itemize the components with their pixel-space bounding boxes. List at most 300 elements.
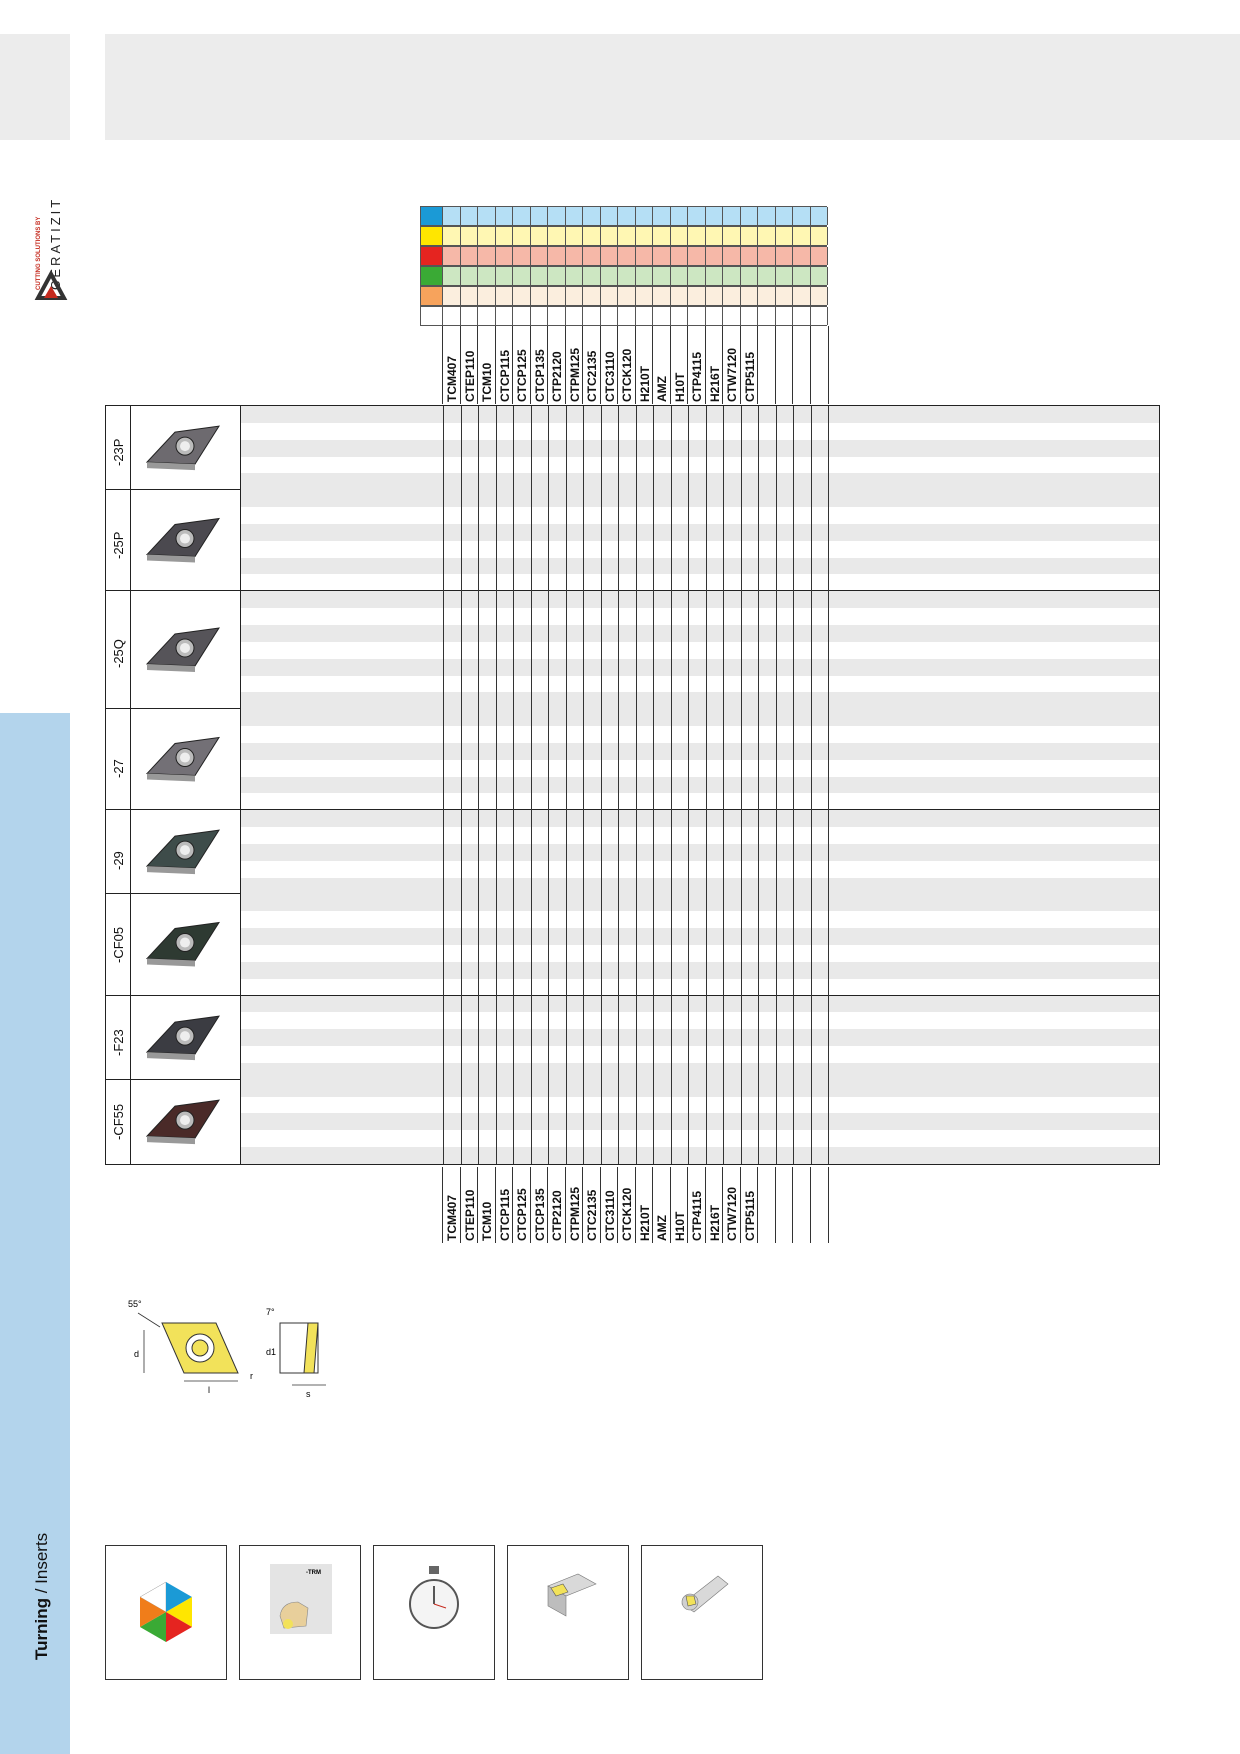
grade-column-line xyxy=(566,490,567,591)
strip-cell xyxy=(776,307,794,325)
grade-column xyxy=(722,326,740,404)
strip-cell xyxy=(671,227,689,245)
insert-image-cell xyxy=(131,810,241,893)
boring-bar-icon xyxy=(641,1545,763,1680)
grade-column-line xyxy=(601,894,602,995)
grade-column xyxy=(757,326,775,404)
grade-column xyxy=(547,1167,565,1243)
grade-column-line xyxy=(706,591,707,709)
grade-column-line xyxy=(461,894,462,995)
strip-cell xyxy=(706,287,724,305)
grade-column-line xyxy=(583,406,584,490)
strip-cell xyxy=(496,227,514,245)
strip-cell xyxy=(478,207,496,225)
grade-column xyxy=(477,1167,495,1243)
grade-column xyxy=(775,1167,793,1243)
grade-column-line xyxy=(723,894,724,995)
strip-cell xyxy=(496,287,514,305)
strip-cell xyxy=(478,247,496,265)
grade-column-line xyxy=(583,894,584,995)
grade-label: H10T xyxy=(672,1211,687,1241)
strip-cell xyxy=(706,307,724,325)
grade-label: CTCK120 xyxy=(620,1187,634,1241)
strip-cell xyxy=(758,207,776,225)
grade-column-line xyxy=(688,406,689,490)
grade-label: H10T xyxy=(672,372,687,402)
grade-column-line xyxy=(478,406,479,490)
strip-cell xyxy=(461,247,479,265)
strip-cell xyxy=(513,207,531,225)
grade-column-line xyxy=(531,1080,532,1164)
stopwatch-icon xyxy=(373,1545,495,1680)
grade-label: CTP5115 xyxy=(742,351,757,402)
strip-cell xyxy=(671,267,689,285)
strip-cell xyxy=(723,227,741,245)
material-hexagon-icon xyxy=(105,1545,227,1680)
grade-column-line xyxy=(566,894,567,995)
grade-column xyxy=(582,1167,600,1243)
strip-cell xyxy=(548,227,566,245)
grade-column-line xyxy=(636,490,637,591)
grade-column-line xyxy=(706,996,707,1080)
grade-column-line xyxy=(776,709,777,810)
strip-cell xyxy=(601,307,619,325)
grade-column-line xyxy=(443,490,444,591)
chipbreaker-chart-icon xyxy=(239,1545,361,1680)
strip-cell xyxy=(478,267,496,285)
grade-column-line xyxy=(496,709,497,810)
grade-column xyxy=(547,326,565,404)
strip-cell xyxy=(706,227,724,245)
group-label-cell xyxy=(106,406,131,489)
grade-label: AMZ xyxy=(655,1215,669,1241)
grade-column-line xyxy=(636,894,637,995)
insert-group xyxy=(106,490,1159,591)
strip-color-swatch xyxy=(421,207,443,225)
grade-column xyxy=(792,326,810,404)
strip-cell xyxy=(618,307,636,325)
table-row-stripe xyxy=(241,625,1159,642)
grade-label: H210T xyxy=(637,365,652,402)
grade-column xyxy=(477,326,495,404)
strip-cell xyxy=(653,207,671,225)
grade-column-line xyxy=(513,591,514,709)
insert-group xyxy=(106,406,1159,490)
strip-cell xyxy=(811,307,829,325)
grade-column-line xyxy=(706,894,707,995)
strip-cell xyxy=(758,307,776,325)
strip-cell xyxy=(811,287,829,305)
strip-cell xyxy=(741,267,759,285)
strip-cell xyxy=(776,207,794,225)
grade-column-line xyxy=(706,810,707,894)
table-row-stripe xyxy=(241,1147,1159,1164)
grade-column-line xyxy=(496,591,497,709)
strip-cell xyxy=(776,267,794,285)
grade-column-line xyxy=(828,810,829,894)
grade-label: CTPM125 xyxy=(567,347,582,402)
grade-column-line xyxy=(496,490,497,591)
grade-column-line xyxy=(776,894,777,995)
grade-column-line xyxy=(741,490,742,591)
logo-triangle-icon xyxy=(34,270,68,300)
strip-cell xyxy=(601,227,619,245)
group-label-cell xyxy=(106,996,131,1079)
grade-label: TCM10 xyxy=(480,1201,494,1241)
grade-column-line xyxy=(653,490,654,591)
grade-column-line xyxy=(688,709,689,810)
grade-column-line xyxy=(513,709,514,810)
strip-cell xyxy=(793,207,811,225)
grade-column-line xyxy=(653,810,654,894)
grade-column-line xyxy=(548,996,549,1080)
grade-column-line xyxy=(566,709,567,810)
external-toolholder-icon xyxy=(507,1545,629,1680)
strip-cell xyxy=(443,207,461,225)
grade-column-line xyxy=(828,591,829,709)
brand-tagline: CUTTING SOLUTIONS BY xyxy=(36,216,42,290)
grade-column-line xyxy=(776,996,777,1080)
strip-cell xyxy=(793,227,811,245)
grade-column-line xyxy=(793,1080,794,1164)
chipbreaker-label: -25Q xyxy=(111,639,126,669)
insert-grade-table xyxy=(105,405,1160,1165)
grade-label: CTCP125 xyxy=(515,1188,529,1241)
strip-cell xyxy=(443,287,461,305)
table-row-stripe xyxy=(241,743,1159,760)
insert-image-cell xyxy=(131,406,241,489)
grade-column xyxy=(442,326,460,404)
insert-group xyxy=(106,996,1159,1080)
chipbreaker-label: -CF05 xyxy=(111,926,126,964)
strip-cell xyxy=(723,287,741,305)
table-row-stripe xyxy=(241,962,1159,979)
grade-label: CTCK120 xyxy=(620,348,634,402)
grade-column-line xyxy=(653,406,654,490)
strip-cell xyxy=(688,287,706,305)
grade-column-line xyxy=(636,406,637,490)
strip-cell xyxy=(443,267,461,285)
grade-label: TCM10 xyxy=(480,362,494,402)
grade-column-line xyxy=(688,490,689,591)
grade-column-line xyxy=(461,1080,462,1164)
strip-cell xyxy=(443,307,461,325)
grade-column-line xyxy=(531,810,532,894)
grade-column xyxy=(600,1167,618,1243)
strip-cell xyxy=(636,207,654,225)
section-title-bold: Turning xyxy=(32,1598,51,1660)
strip-cell xyxy=(601,207,619,225)
table-row-stripe xyxy=(241,591,1159,608)
group-label-cell xyxy=(106,894,131,994)
grade-column-line xyxy=(566,591,567,709)
table-row-stripe xyxy=(241,777,1159,794)
grade-column-line xyxy=(706,1080,707,1164)
table-row-stripe xyxy=(241,558,1159,575)
grade-column-line xyxy=(478,709,479,810)
strip-cell xyxy=(741,307,759,325)
grade-column-line xyxy=(548,406,549,490)
grade-column-line xyxy=(583,490,584,591)
strip-cell xyxy=(618,247,636,265)
grade-column-line xyxy=(688,894,689,995)
grade-column xyxy=(810,1167,829,1243)
grade-column-line xyxy=(793,591,794,709)
grade-column-line xyxy=(513,810,514,894)
diagram-label-d1: d1 xyxy=(266,1347,277,1357)
grade-column-line xyxy=(811,810,812,894)
grade-column-line xyxy=(758,810,759,894)
grade-column-line xyxy=(513,1080,514,1164)
grade-column-line xyxy=(811,996,812,1080)
grade-column-line xyxy=(758,1080,759,1164)
chipbreaker-label: -F23 xyxy=(111,1028,126,1056)
insert-image-cell xyxy=(131,591,241,708)
insert-group xyxy=(106,894,1159,995)
strip-cell xyxy=(566,307,584,325)
strip-cell xyxy=(531,207,549,225)
grade-column-line xyxy=(671,996,672,1080)
strip-cell xyxy=(513,307,531,325)
grade-column-line xyxy=(671,810,672,894)
grade-column-line xyxy=(636,709,637,810)
insert-image-cell xyxy=(131,490,241,590)
grade-label: TCM407 xyxy=(445,1194,459,1241)
grade-column-line xyxy=(461,810,462,894)
grade-column-line xyxy=(706,490,707,591)
strip-cell xyxy=(548,287,566,305)
insert-image xyxy=(131,810,239,894)
table-row-stripe xyxy=(241,406,1159,423)
table-row-stripe xyxy=(241,692,1159,709)
grade-column-line xyxy=(758,490,759,591)
grade-column-line xyxy=(811,1080,812,1164)
strip-cell xyxy=(636,267,654,285)
grade-column-line xyxy=(601,709,602,810)
grade-column xyxy=(757,1167,775,1243)
grade-column-line xyxy=(583,810,584,894)
grade-column-line xyxy=(776,490,777,591)
grade-column-line xyxy=(601,996,602,1080)
strip-cell xyxy=(461,307,479,325)
grade-column-line xyxy=(758,591,759,709)
table-row-stripe xyxy=(241,473,1159,490)
grade-column xyxy=(495,326,513,404)
grade-column-line xyxy=(811,709,812,810)
strip-cell xyxy=(478,307,496,325)
strip-cell xyxy=(636,227,654,245)
strip-cell xyxy=(531,287,549,305)
strip-cell xyxy=(531,247,549,265)
strip-color-swatch xyxy=(421,227,443,245)
grade-column xyxy=(740,326,758,404)
grade-column-line xyxy=(513,490,514,591)
grade-column-line xyxy=(461,490,462,591)
grade-column-line xyxy=(793,406,794,490)
strip-cell xyxy=(636,247,654,265)
grade-column xyxy=(635,1167,653,1243)
grade-column-line xyxy=(723,709,724,810)
grade-column-line xyxy=(723,1080,724,1164)
grade-column-line xyxy=(636,996,637,1080)
grade-column-line xyxy=(828,1080,829,1164)
grade-column-line xyxy=(723,810,724,894)
grade-column-line xyxy=(688,996,689,1080)
grade-label: CTC3110 xyxy=(602,351,617,402)
grade-column xyxy=(565,326,583,404)
grade-column xyxy=(687,326,705,404)
grade-column-line xyxy=(741,591,742,709)
grade-column xyxy=(670,326,688,404)
strip-cell xyxy=(811,207,829,225)
grade-label: CTP2120 xyxy=(550,1190,564,1241)
grade-column-line xyxy=(548,894,549,995)
grade-label: CTP4115 xyxy=(690,1190,704,1241)
grade-column-line xyxy=(513,996,514,1080)
grade-column-line xyxy=(636,591,637,709)
grade-column-line xyxy=(776,1080,777,1164)
section-title xyxy=(32,1533,52,1660)
grade-column-line xyxy=(741,406,742,490)
grade-column-line xyxy=(758,709,759,810)
grade-column-line xyxy=(461,996,462,1080)
grade-column-line xyxy=(793,490,794,591)
grade-column-line xyxy=(443,1080,444,1164)
grade-column-line xyxy=(636,1080,637,1164)
grade-column-line xyxy=(513,894,514,995)
strip-cell xyxy=(688,307,706,325)
grade-column-line xyxy=(776,591,777,709)
strip-cell xyxy=(793,247,811,265)
strip-cell xyxy=(531,267,549,285)
strip-cell xyxy=(618,227,636,245)
grade-label: CTEP110 xyxy=(462,1189,477,1241)
group-label-cell xyxy=(106,810,131,893)
grade-column-line xyxy=(531,490,532,591)
grade-column xyxy=(810,326,829,404)
strip-cell xyxy=(566,207,584,225)
insert-dimension-diagram xyxy=(120,1285,340,1405)
strip-cell xyxy=(618,267,636,285)
grade-column-line xyxy=(706,406,707,490)
grade-column xyxy=(792,1167,810,1243)
strip-row xyxy=(420,226,827,246)
grade-column-line xyxy=(828,709,829,810)
grade-label: CTEP110 xyxy=(462,350,477,402)
grade-column xyxy=(460,1167,478,1243)
grade-label: CTW7120 xyxy=(725,1186,739,1241)
grade-column-line xyxy=(601,810,602,894)
strip-cell xyxy=(601,247,619,265)
diagram-label-d: d xyxy=(134,1349,140,1359)
grade-label: CTP4115 xyxy=(690,351,704,402)
strip-row xyxy=(420,306,827,326)
table-row-stripe xyxy=(241,490,1159,507)
strip-cell xyxy=(443,227,461,245)
strip-cell xyxy=(566,227,584,245)
strip-row xyxy=(420,246,827,266)
group-label-cell xyxy=(106,1080,131,1164)
strip-cell xyxy=(723,247,741,265)
grade-column-line xyxy=(531,406,532,490)
grade-column-line xyxy=(636,810,637,894)
grade-column xyxy=(565,1167,583,1243)
grade-column-line xyxy=(566,1080,567,1164)
strip-cell xyxy=(548,207,566,225)
grade-column-line xyxy=(723,996,724,1080)
insert-group xyxy=(106,810,1159,894)
grade-column-line xyxy=(478,996,479,1080)
strip-cell xyxy=(793,267,811,285)
grade-column-line xyxy=(548,1080,549,1164)
grade-column-line xyxy=(583,996,584,1080)
insert-image xyxy=(131,996,239,1080)
grade-column-line xyxy=(461,709,462,810)
grade-column-line xyxy=(811,894,812,995)
grade-column xyxy=(722,1167,740,1243)
strip-cell xyxy=(723,307,741,325)
grade-column-line xyxy=(723,591,724,709)
grade-column-line xyxy=(478,1080,479,1164)
grade-column-line xyxy=(653,996,654,1080)
strip-cell xyxy=(811,267,829,285)
insert-group xyxy=(106,709,1159,810)
grade-column-line xyxy=(671,1080,672,1164)
chipbreaker-label: -27 xyxy=(111,758,126,778)
table-row-stripe xyxy=(241,659,1159,676)
grade-column-line xyxy=(811,591,812,709)
insert-image xyxy=(131,490,239,591)
grade-column-line xyxy=(443,894,444,995)
grade-column xyxy=(617,1167,635,1243)
strip-cell xyxy=(513,287,531,305)
strip-cell xyxy=(671,287,689,305)
strip-cell xyxy=(741,227,759,245)
grade-column-line xyxy=(443,709,444,810)
table-row-stripe xyxy=(241,996,1159,1013)
insert-image-cell xyxy=(131,894,241,994)
strip-cell xyxy=(601,287,619,305)
grade-column xyxy=(600,326,618,404)
ceratizit-logo xyxy=(30,150,80,310)
grade-column xyxy=(652,326,670,404)
strip-row xyxy=(420,206,827,226)
strip-cell xyxy=(566,267,584,285)
group-label-cell xyxy=(106,709,131,809)
grade-column-line xyxy=(671,894,672,995)
grade-column-line xyxy=(443,591,444,709)
grade-column-line xyxy=(461,591,462,709)
strip-cell xyxy=(723,267,741,285)
grade-column xyxy=(635,326,653,404)
grade-column-line xyxy=(828,996,829,1080)
grade-label: CTC2135 xyxy=(585,350,599,402)
diagram-label-r: r xyxy=(250,1371,253,1381)
grade-column-line xyxy=(478,810,479,894)
insert-group xyxy=(106,1080,1159,1164)
grade-label: TCM407 xyxy=(445,355,459,402)
table-row-stripe xyxy=(241,1080,1159,1097)
strip-cell xyxy=(688,267,706,285)
strip-cell xyxy=(653,247,671,265)
grade-column-line xyxy=(793,810,794,894)
strip-cell xyxy=(513,247,531,265)
grade-column-line xyxy=(653,1080,654,1164)
strip-cell xyxy=(513,267,531,285)
grade-column-line xyxy=(811,490,812,591)
table-row-stripe xyxy=(241,440,1159,457)
grade-column-line xyxy=(671,406,672,490)
